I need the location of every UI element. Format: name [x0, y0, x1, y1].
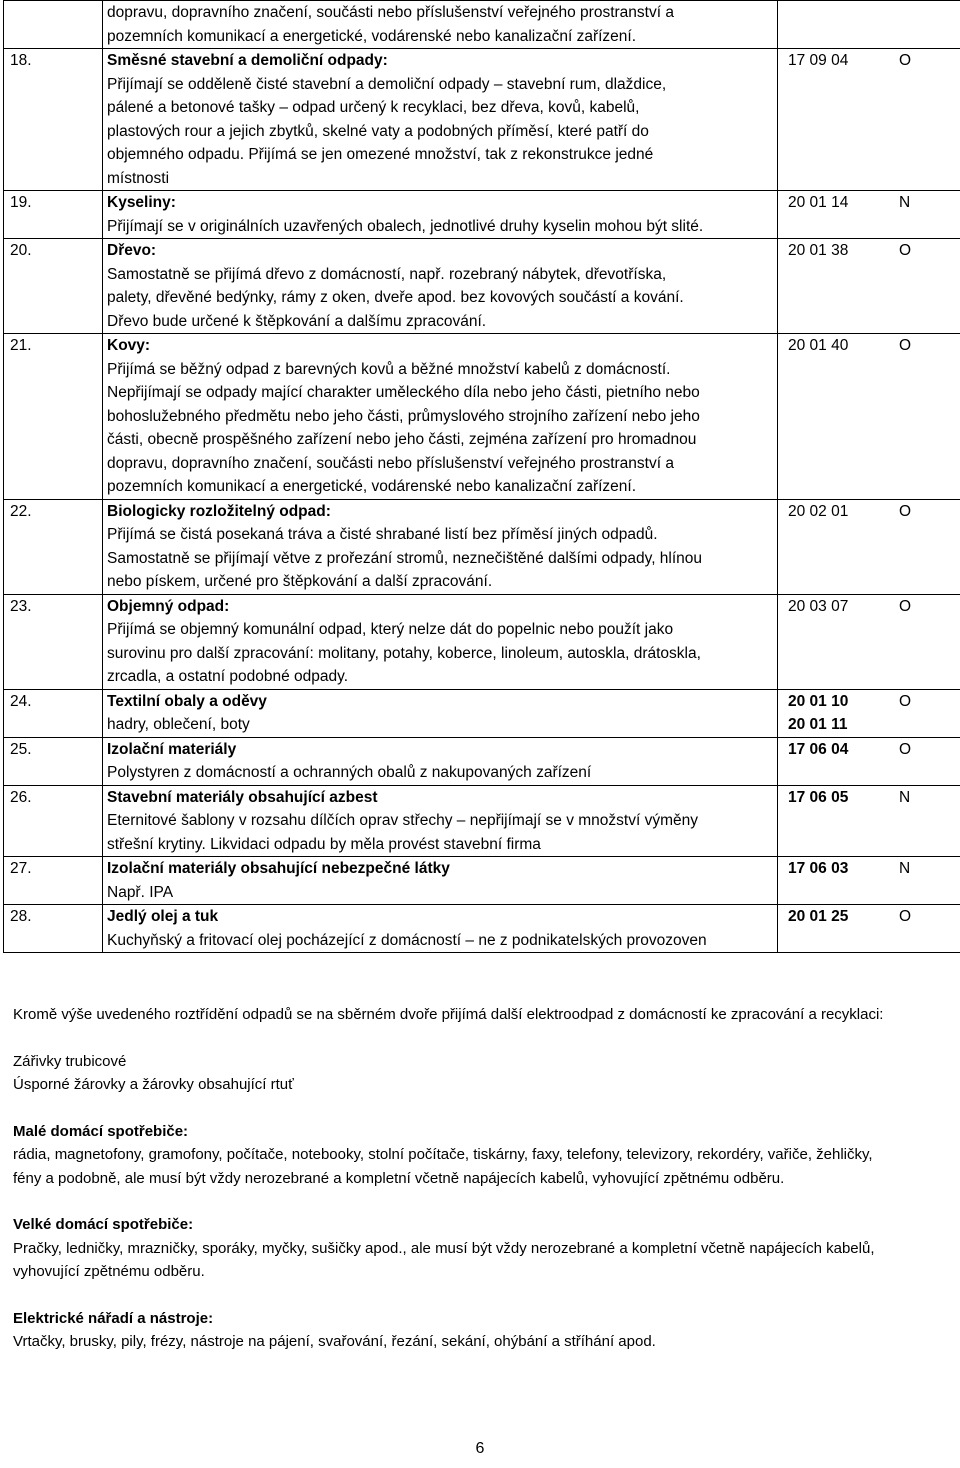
row-title: Objemný odpad: — [107, 597, 230, 615]
table-row — [4, 49, 960, 191]
table-row — [4, 334, 960, 500]
row-description — [103, 334, 778, 500]
waste-code — [778, 689, 894, 737]
row-description — [103, 499, 778, 594]
waste-code — [778, 857, 894, 905]
row-text-line: dopravu, dopravního značení, součásti nebo příslušenství veřejného prostranství a — [107, 454, 674, 472]
row-text-line: Nepřijímají se odpady mající charakter uměleckého díla nebo jeho části, pietního nebo — [107, 384, 700, 401]
row-number: 19. — [4, 191, 103, 239]
row-text-line: nebo pískem, určené pro štěpkování a další zpracování. — [107, 573, 493, 590]
row-description — [103, 905, 778, 953]
row-text-line: dopravu, dopravního značení, součásti nebo příslušenství veřejného prostranství a — [107, 4, 674, 21]
waste-category: N — [893, 857, 960, 905]
waste-category: O — [893, 905, 960, 953]
row-description — [103, 49, 778, 191]
row-text-line: Přijímá se čistá posekaná tráva a čisté shrabané listí bez příměsí jiných odpadů. — [107, 526, 658, 543]
row-text-line: hadry, oblečení, boty — [107, 716, 250, 733]
waste-code — [778, 905, 894, 953]
waste-code-value: 20 01 40 — [788, 337, 849, 354]
waste-code-value: 20 02 01 — [788, 502, 849, 520]
page-number: 6 — [475, 1440, 485, 1457]
table-row — [4, 191, 960, 239]
waste-category: O — [893, 334, 960, 500]
row-text-line: Samostatně se přijímají větve z prořezání stromů, neznečištěné dalšími odpady, hlínou — [107, 549, 703, 567]
row-title: Stavební materiály obsahující azbest — [107, 788, 378, 806]
table-row — [4, 857, 960, 905]
waste-category: N — [893, 785, 960, 857]
row-text-line: Eternitové šablony v rozsahu dílčích oprav střechy – nepřijímají se v množství výměny — [107, 812, 698, 829]
waste-code — [778, 239, 894, 334]
row-title: Směsné stavební a demoliční odpady: — [107, 52, 388, 69]
document — [3, 0, 958, 953]
row-description — [103, 1, 778, 49]
row-title: Dřevo: — [107, 242, 157, 259]
row-text-line: Přijímá se objemný komunální odpad, který nelze dát do popelnic nebo použít jako — [107, 621, 674, 638]
row-text-line: bohoslužebného předmětu nebo jeho části, průmyslového strojního zařízení nebo jeho — [107, 407, 700, 425]
waste-category: N — [893, 191, 960, 239]
waste-code-value: 17 06 05 — [788, 788, 849, 806]
row-number: 28. — [4, 905, 103, 953]
row-text-line: Samostatně se přijímá dřevo z domácností, např. rozebraný nábytek, dřevotříska, — [107, 265, 667, 283]
row-text-line: Přijímají se v originálních uzavřených obalech, jednotlivé druhy kyselin mohou být slité. — [107, 217, 704, 235]
item-line: Zářivky trubicové — [13, 1052, 127, 1070]
tools-title: Elektrické nářadí a nástroje: — [13, 1309, 214, 1327]
waste-code-value: 17 06 04 — [788, 740, 849, 758]
small-appliances-text: rádia, magnetofony, gramofony, počítače, notebooky, stolní počítače, tiskárny, faxy, telefony, televizory, rekordéry, vařiče, žehličky, — [13, 1146, 873, 1163]
row-description — [103, 689, 778, 737]
row-text-line: plastových rour a jejich zbytků, skelné vaty a podobných příměsí, které patří do — [107, 122, 649, 140]
waste-code — [778, 334, 894, 500]
large-appliances-text: vyhovující zpětnému odběru. — [13, 1263, 205, 1280]
row-number: 18. — [4, 49, 103, 191]
row-description — [103, 594, 778, 689]
row-text-line: pálené a betonové tašky – odpad určený k recyklaci, bez dřeva, kovů, kabelů, — [107, 99, 640, 116]
row-number: 23. — [4, 594, 103, 689]
intro-text: Kromě výše uvedeného roztřídění odpadů se na sběrném dvoře přijímá další elektroodpad z domácností ke zpracování a recyklaci: — [13, 1006, 884, 1023]
row-title: Kyseliny: — [107, 194, 176, 211]
waste-category: O — [893, 737, 960, 785]
small-appliances-title: Malé domácí spotřebiče: — [13, 1122, 189, 1140]
waste-code — [778, 191, 894, 239]
table-row — [4, 905, 960, 953]
waste-code — [778, 737, 894, 785]
waste-code-value: 17 09 04 — [788, 52, 849, 69]
row-number: 24. — [4, 689, 103, 737]
row-title: Kovy: — [107, 337, 151, 354]
row-title: Textilní obaly a oděvy — [107, 692, 267, 710]
waste-code — [778, 499, 894, 594]
row-text-line: palety, dřevěné bedýnky, rámy z oken, dveře apod. bez kovových součástí a kování. — [107, 289, 684, 306]
waste-table-body — [4, 1, 960, 953]
row-text-line: Polystyren z domácností a ochranných obalů z nakupovaných zařízení — [107, 764, 592, 781]
waste-code — [778, 785, 894, 857]
table-row — [4, 1, 960, 49]
row-text-line: pozemních komunikací a energetické, vodárenské nebo kanalizační zařízení. — [107, 27, 637, 45]
table-row — [4, 239, 960, 334]
row-title: Izolační materiály obsahující nebezpečné látky — [107, 860, 450, 877]
row-number: 26. — [4, 785, 103, 857]
row-text-line: části, obecně prospěšného zařízení nebo jeho části, zejména zařízení pro hromadnou — [107, 431, 697, 448]
row-text-line: střešní krytiny. Likvidaci odpadu by měla provést stavební firma — [107, 835, 541, 853]
row-text-line: pozemních komunikací a energetické, vodárenské nebo kanalizační zařízení. — [107, 478, 637, 495]
large-appliances-text: Pračky, ledničky, mrazničky, sporáky, myčky, sušičky apod., ale musí být vždy nerozebrané a kompletní včetně napájecích kabelů, — [13, 1239, 875, 1257]
row-text-line: zrcadla, a ostatní podobné odpady. — [107, 668, 348, 685]
table-row — [4, 594, 960, 689]
large-appliances-title: Velké domácí spotřebiče: — [13, 1216, 194, 1233]
row-text-line: Např. IPA — [107, 883, 174, 901]
item-line: Úsporné žárovky a žárovky obsahující rtuť — [13, 1076, 294, 1093]
row-number: 20. — [4, 239, 103, 334]
waste-code — [778, 594, 894, 689]
row-number: 27. — [4, 857, 103, 905]
row-text-line: objemného odpadu. Přijímá se jen omezené množství, tak z rekonstrukce jedné — [107, 146, 654, 163]
row-title: Biologicky rozložitelný odpad: — [107, 502, 331, 520]
row-description — [103, 785, 778, 857]
row-description — [103, 239, 778, 334]
waste-code-value: 20 03 07 — [788, 597, 849, 615]
waste-category: O — [893, 594, 960, 689]
row-text-line: místnosti — [107, 169, 170, 187]
row-text-line: Dřevo bude určené k štěpkování a dalšímu zpracování. — [107, 312, 487, 330]
row-number: 22. — [4, 499, 103, 594]
row-text-line: Přijímá se běžný odpad z barevných kovů a běžné množství kabelů z domácností. — [107, 360, 671, 378]
tools-text: Vrtačky, brusky, pily, frézy, nástroje na pájení, svařování, řezání, sekání, ohýbání a stříhání apod. — [13, 1333, 656, 1350]
row-title: Izolační materiály — [107, 740, 237, 758]
waste-code-value: 20 01 38 — [788, 242, 849, 259]
row-text-line: Přijímají se odděleně čisté stavební a demoliční odpady – stavební rum, dlaždice, — [107, 75, 667, 93]
row-title: Jedlý olej a tuk — [107, 908, 219, 925]
row-text-line: surovinu pro další zpracování: molitany, potahy, koberce, linoleum, autoskla, drátoskla, — [107, 644, 701, 662]
waste-category: O — [893, 689, 960, 737]
waste-code-value: 20 01 25 — [788, 908, 849, 925]
small-appliances-text: fény a podobně, ale musí být vždy nerozebrané a kompletní včetně napájecích kabelů, vyhovující zpětnému odběru. — [13, 1169, 785, 1187]
row-number: 25. — [4, 737, 103, 785]
row-text-line: Kuchyňský a fritovací olej pocházející z domácností – ne z podnikatelských provozoven — [107, 931, 707, 949]
row-description — [103, 191, 778, 239]
waste-code-value: 20 01 10 — [788, 692, 849, 710]
waste-category — [893, 1, 960, 49]
row-number — [4, 1, 103, 49]
waste-code-value: 20 01 14 — [788, 194, 849, 211]
table-row — [4, 785, 960, 857]
waste-code-value: 20 01 11 — [788, 716, 848, 733]
table-row — [4, 689, 960, 737]
row-description — [103, 737, 778, 785]
table-row — [4, 499, 960, 594]
waste-table — [3, 0, 960, 953]
row-description — [103, 857, 778, 905]
row-number: 21. — [4, 334, 103, 500]
waste-code-value: 17 06 03 — [788, 860, 849, 877]
waste-category: O — [893, 239, 960, 334]
electro-waste-section — [13, 1003, 953, 1354]
waste-code — [778, 1, 894, 49]
table-row — [4, 737, 960, 785]
waste-code — [778, 49, 894, 191]
waste-category: O — [893, 499, 960, 594]
waste-category: O — [893, 49, 960, 191]
